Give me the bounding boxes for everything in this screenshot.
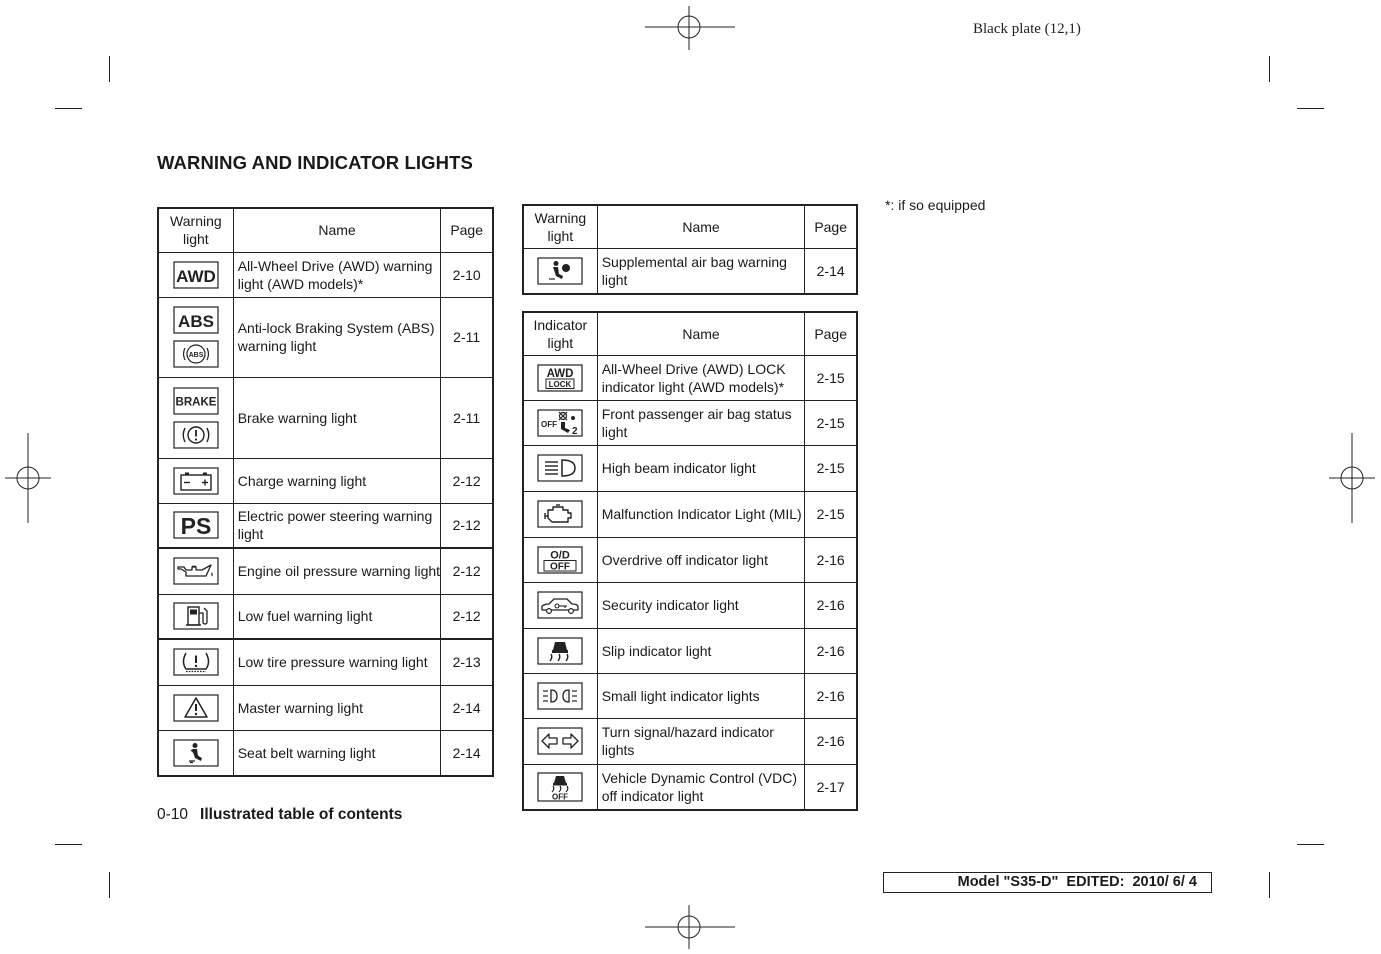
footer-page-number: 0-10 <box>157 806 189 823</box>
icon-cell <box>523 248 597 294</box>
row-page: 2-15 <box>805 400 857 445</box>
svg-text:PS: PS <box>180 513 212 540</box>
icon-cell <box>523 355 597 400</box>
indicator-lights-table <box>522 311 858 811</box>
icon-cell <box>523 718 597 764</box>
high-beam-icon <box>537 454 583 482</box>
row-name: Turn signal/hazard indicator lights <box>597 718 805 764</box>
abs-circle-icon <box>173 340 219 368</box>
fuel-pump-icon <box>173 602 219 630</box>
icon-cell <box>523 491 597 537</box>
icon-cell <box>158 503 233 548</box>
crop-mark <box>1297 108 1324 109</box>
svg-text:LOCK: LOCK <box>549 379 572 389</box>
icon-cell <box>158 639 233 685</box>
table-row <box>158 730 493 776</box>
security-car-icon <box>537 591 583 619</box>
footnote: *: if so equipped <box>885 197 986 213</box>
row-name: Brake warning light <box>233 377 441 458</box>
row-page: 2-12 <box>441 594 493 639</box>
model-edit-label: Model "S35-D" EDITED: 2010/ 6/ 4 <box>883 872 1212 893</box>
row-page: 2-11 <box>441 377 493 458</box>
registration-mark-bottom <box>645 905 735 949</box>
airbag-warning-table <box>522 204 858 295</box>
row-name: Low tire pressure warning light <box>233 639 441 685</box>
table-row <box>523 582 857 628</box>
passenger-airbag-off-icon <box>537 409 583 437</box>
awd-icon <box>173 261 219 289</box>
table-row <box>158 548 493 594</box>
row-page: 2-12 <box>441 458 493 503</box>
icon-cell <box>158 297 233 377</box>
svg-text:ABS: ABS <box>177 312 214 331</box>
table-header-row <box>523 312 857 355</box>
icon-cell <box>158 685 233 730</box>
row-name: Slip indicator light <box>597 628 805 673</box>
crop-mark <box>1297 844 1324 845</box>
row-name: Supplemental air bag warning light <box>597 248 805 294</box>
brake-circle-icon <box>173 421 219 449</box>
table-row <box>158 503 493 548</box>
abs-icon <box>173 306 219 334</box>
row-name: All-Wheel Drive (AWD) LOCK indicator light (AWD models)* <box>597 355 805 400</box>
header-page: Page <box>441 208 493 252</box>
oil-can-icon <box>173 557 219 585</box>
header-name: Name <box>597 205 805 248</box>
row-name: Seat belt warning light <box>233 730 441 776</box>
turn-signal-icon <box>537 727 583 755</box>
row-name: Charge warning light <box>233 458 441 503</box>
row-page: 2-15 <box>805 491 857 537</box>
row-name: Electric power steering warning light <box>233 503 441 548</box>
crop-mark <box>1269 56 1270 82</box>
row-page: 2-16 <box>805 718 857 764</box>
table-row <box>523 718 857 764</box>
row-page: 2-14 <box>441 730 493 776</box>
svg-text:BRAKE: BRAKE <box>175 396 217 408</box>
master-warning-icon <box>173 694 219 722</box>
header-warning-light: Warning light <box>158 208 233 252</box>
awd-lock-icon <box>537 364 583 392</box>
table-row <box>523 355 857 400</box>
table-row <box>523 491 857 537</box>
row-page: 2-10 <box>441 252 493 297</box>
small-light-icon <box>537 682 583 710</box>
tire-pressure-icon <box>173 648 219 676</box>
header-warning-light: Warning light <box>523 205 597 248</box>
icon-cell <box>158 458 233 503</box>
warning-lights-table <box>157 207 494 777</box>
vdc-off-icon <box>537 772 583 802</box>
row-name: All-Wheel Drive (AWD) warning light (AWD models)* <box>233 252 441 297</box>
row-name: Small light indicator lights <box>597 673 805 718</box>
svg-text:OFF: OFF <box>552 792 569 802</box>
svg-text:OFF: OFF <box>541 419 558 429</box>
crop-mark <box>1269 872 1270 898</box>
row-page: 2-11 <box>441 297 493 377</box>
table-row <box>523 673 857 718</box>
header-name: Name <box>597 312 805 355</box>
table-row <box>523 764 857 810</box>
crop-mark <box>55 108 82 109</box>
registration-mark-left <box>5 433 51 523</box>
row-page: 2-12 <box>441 548 493 594</box>
row-name: Malfunction Indicator Light (MIL) <box>597 491 805 537</box>
crop-mark <box>109 56 110 82</box>
brake-icon <box>173 387 219 415</box>
seat-belt-icon <box>173 739 219 767</box>
row-page: 2-15 <box>805 445 857 491</box>
row-name: Master warning light <box>233 685 441 730</box>
row-page: 2-14 <box>441 685 493 730</box>
row-page: 2-13 <box>441 639 493 685</box>
icon-cell <box>523 537 597 582</box>
header-page: Page <box>805 312 857 355</box>
row-page: 2-16 <box>805 673 857 718</box>
header-page: Page <box>805 205 857 248</box>
table-row <box>523 445 857 491</box>
row-name: Security indicator light <box>597 582 805 628</box>
crop-mark <box>109 872 110 898</box>
svg-text:O/D: O/D <box>550 549 571 561</box>
icon-cell <box>158 594 233 639</box>
footer-section-title: Illustrated table of contents <box>200 806 403 823</box>
row-name: Front passenger air bag status light <box>597 400 805 445</box>
registration-mark-top <box>645 6 735 50</box>
svg-text:2: 2 <box>572 425 578 437</box>
row-page: 2-15 <box>805 355 857 400</box>
icon-cell <box>523 445 597 491</box>
registration-mark-right <box>1329 433 1375 523</box>
row-page: 2-12 <box>441 503 493 548</box>
row-page: 2-16 <box>805 582 857 628</box>
airbag-icon <box>537 257 583 285</box>
icon-cell <box>523 764 597 810</box>
icon-cell <box>158 730 233 776</box>
slip-icon <box>537 637 583 665</box>
table-row <box>158 685 493 730</box>
crop-mark <box>55 844 82 845</box>
row-page: 2-16 <box>805 628 857 673</box>
icon-cell <box>523 582 597 628</box>
row-page: 2-16 <box>805 537 857 582</box>
row-page: 2-14 <box>805 248 857 294</box>
svg-text:ABS: ABS <box>188 352 204 359</box>
row-name: Low fuel warning light <box>233 594 441 639</box>
table-row <box>523 248 857 294</box>
icon-cell <box>523 400 597 445</box>
section-title: WARNING AND INDICATOR LIGHTS <box>157 152 473 173</box>
table-row <box>523 628 857 673</box>
table-row <box>158 458 493 503</box>
svg-text:AWD: AWD <box>176 266 216 286</box>
ps-icon <box>173 511 219 539</box>
table-row <box>158 639 493 685</box>
svg-text:AWD: AWD <box>546 367 574 380</box>
table-row <box>158 297 493 377</box>
table-row <box>158 377 493 458</box>
row-page: 2-17 <box>805 764 857 810</box>
table-header-row <box>523 205 857 248</box>
table-row <box>523 400 857 445</box>
header-name: Name <box>233 208 441 252</box>
row-name: Vehicle Dynamic Control (VDC) off indicator light <box>597 764 805 810</box>
battery-icon <box>173 467 219 495</box>
icon-cell <box>158 252 233 297</box>
table-header-row <box>158 208 493 252</box>
od-off-icon <box>537 546 583 574</box>
svg-text:OFF: OFF <box>550 561 571 572</box>
page-footer <box>157 806 402 824</box>
row-name: Engine oil pressure warning light <box>233 548 441 594</box>
table-row <box>158 594 493 639</box>
header-indicator-light: Indicator light <box>523 312 597 355</box>
icon-cell <box>158 548 233 594</box>
plate-label: Black plate (12,1) <box>973 21 1081 37</box>
row-name: Overdrive off indicator light <box>597 537 805 582</box>
icon-cell <box>523 673 597 718</box>
row-name: Anti-lock Braking System (ABS) warning light <box>233 297 441 377</box>
icon-cell <box>158 377 233 458</box>
engine-icon <box>537 500 583 528</box>
table-row <box>523 537 857 582</box>
icon-cell <box>523 628 597 673</box>
row-name: High beam indicator light <box>597 445 805 491</box>
table-row <box>158 252 493 297</box>
